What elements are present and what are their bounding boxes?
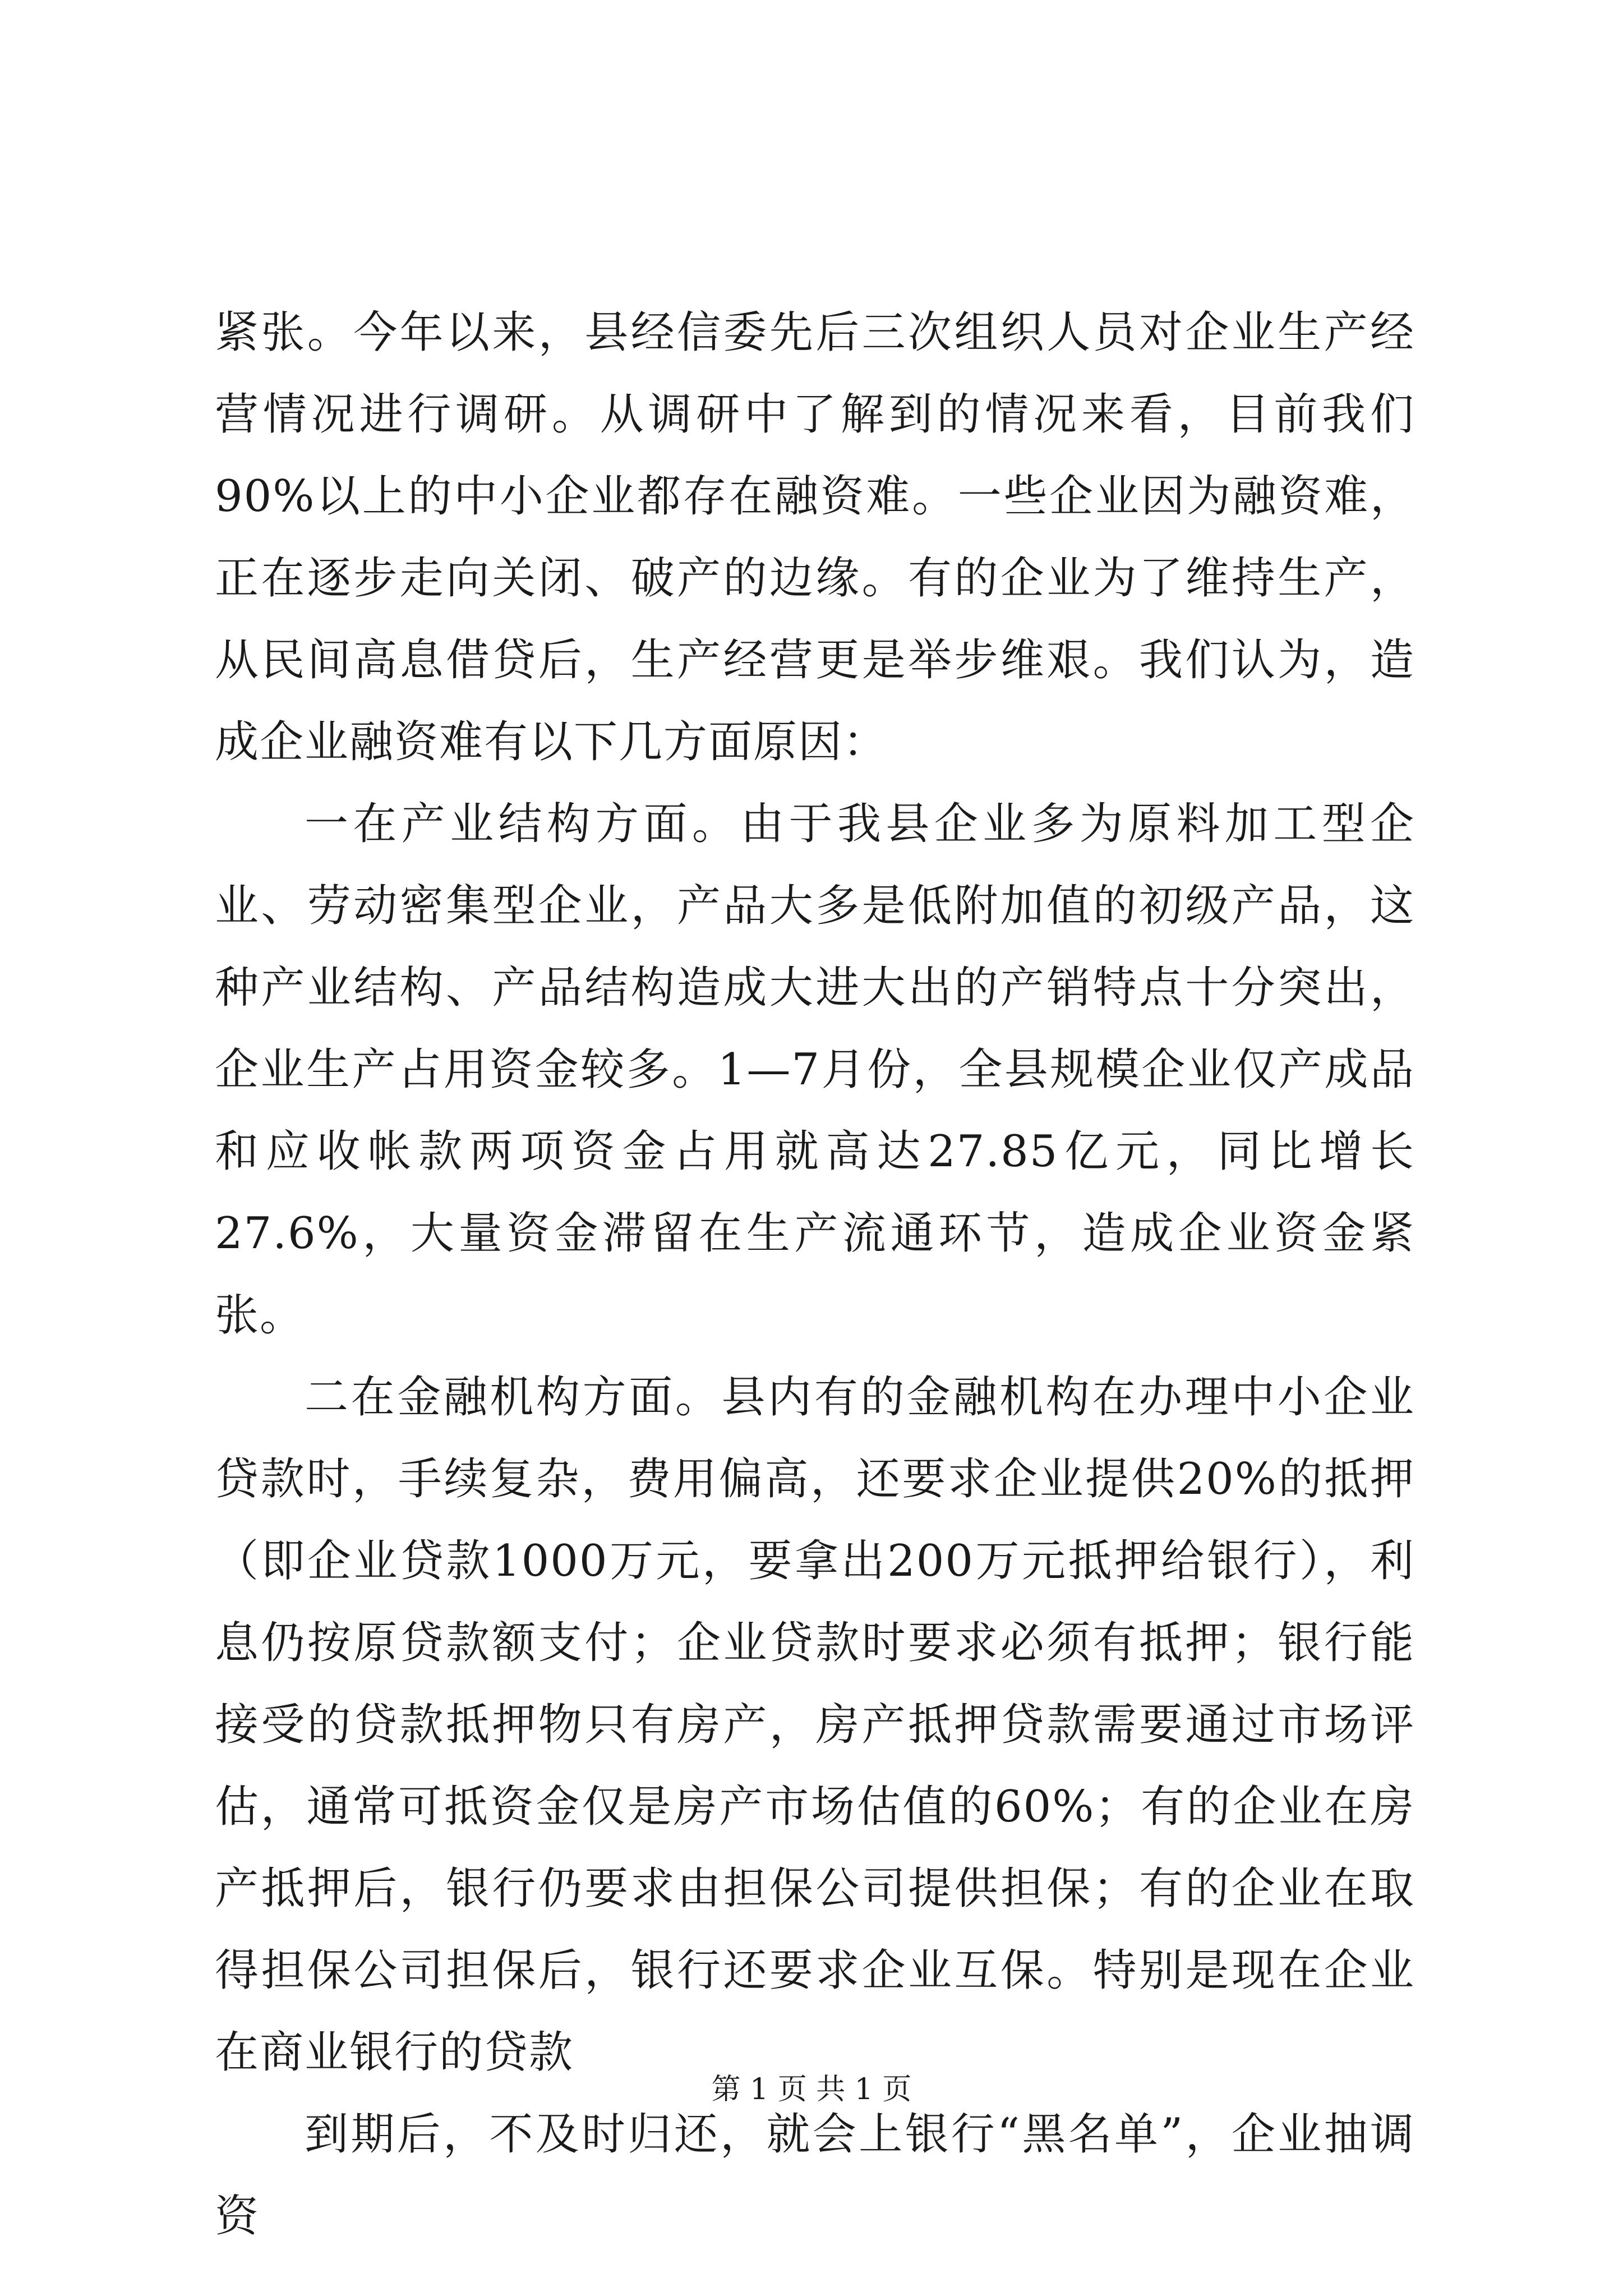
- paragraph-2: 一在产业结构方面。由于我县企业多为原料加工型企业、劳动密集型企业，产品大多是低附加值的初级产品，这种产业结构、产品结构造成大进大出的产销特点十分突出，企业生产占用资金较多。1—7月份，全县规模企业仅产成品和应收帐款两项资金占用就高达27.85亿元，同比增长27.6%，大量资金滞留在生产流通环节，造成企业资金紧张。: [215, 799, 1415, 1341]
- document-body: [215, 292, 1415, 2257]
- paragraph-1: 紧张。今年以来，县经信委先后三次组织人员对企业生产经营情况进行调研。从调研中了解到的情况来看，目前我们90%以上的中小企业都存在融资难。一些企业因为融资难，正在逐步走向关闭、破产的边缘。有的企业为了维持生产，从民间高息借贷后，生产经营更是举步维艰。我们认为，造成企业融资难有以下几方面原因：: [215, 307, 1415, 767]
- paragraph-4: 到期后，不及时归还，就会上银行“黑名单”，企业抽调资: [215, 2109, 1415, 2242]
- page-number-label: 第 1 页 共 1 页: [711, 2073, 912, 2106]
- paragraph-3: 二在金融机构方面。县内有的金融机构在办理中小企业贷款时，手续复杂，费用偏高，还要求企业提供20%的抵押（即企业贷款1000万元，要拿出200万元抵押给银行），利息仍按原贷款额支付；企业贷款时要求必须有抵押；银行能接受的贷款抵押物只有房产，房产抵押贷款需要通过市场评估，通常可抵资金仅是房产市场估值的60%；有的企业在房产抵押后，银行仍要求由担保公司提供担保；有的企业在取得担保公司担保后，银行还要求企业互保。特别是现在企业在商业银行的贷款: [215, 1372, 1415, 2078]
- page-footer: [0, 2070, 1623, 2109]
